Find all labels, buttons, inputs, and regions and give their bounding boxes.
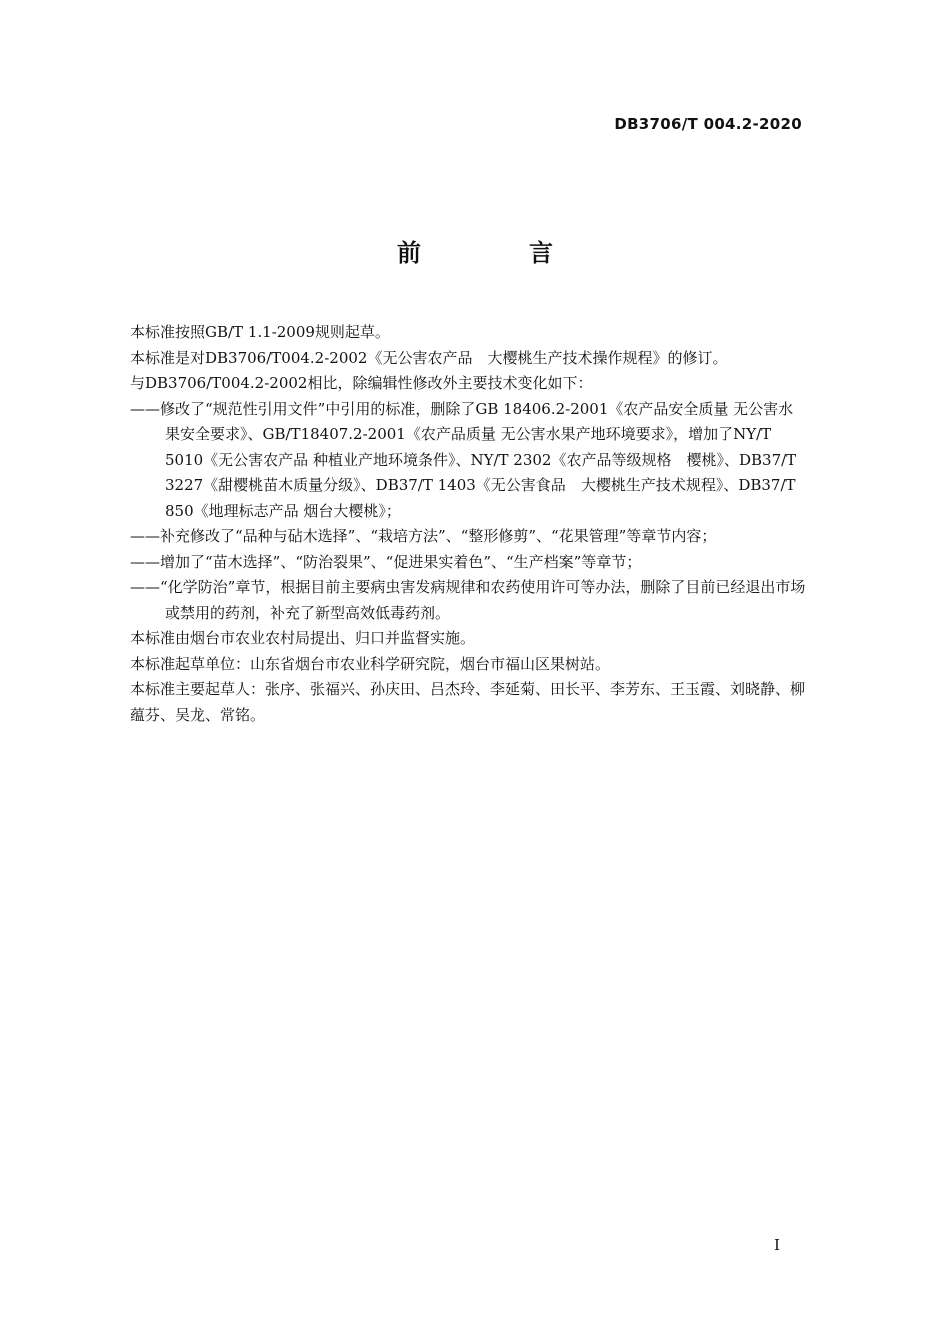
paragraph-revision: 本标准是对DB3706/T004.2-2002《无公害农产品 大樱桃生产技术操作规程》的修订。: [130, 348, 728, 367]
change-item-references: ——修改了“规范性引用文件”中引用的标准，删除了GB 18406.2-2001《农产品安全质量 无公害水果安全要求》、GB/T18407.2-2001《农产品质量 无公害水果产地环境要求》，增加了NY/T 5010《无公害农产品 种植业产地环境条件》、NY/T 2302《农产品等级规格 樱桃》、DB37/T 3227《甜樱桃苗木质量分级》、DB37/T 1403《无公害食品 大樱桃生产技术规程》、DB37/T 850《地理标志产品 烟台大樱桃》；: [130, 399, 797, 520]
change-item-sections-added: ——增加了“苗木选择”、“防治裂果”、“促进果实着色”、“生产档案”等章节；: [130, 552, 642, 571]
page-title: 前 言: [397, 239, 595, 267]
change-item-sections-revised: ——补充修改了“品种与砧木选择”、“栽培方法”、“整形修剪”、“花果管理”等章节内容；: [130, 527, 717, 545]
paragraph-drafting-units: 本标准起草单位：山东省烟台市农业科学研究院，烟台市福山区果树站。: [130, 654, 611, 673]
paragraph-drafters: 本标准主要起草人：张序、张福兴、孙庆田、吕杰玲、李延菊、田长平、李芳东、王玉霞、刘晓静、柳蕴芬、吴龙、常铭。: [130, 680, 806, 724]
change-item-chemical-control: ——“化学防治”章节，根据目前主要病虫害发病规律和农药使用许可等办法，删除了目前已经退出市场或禁用的药剂，补充了新型高效低毒药剂。: [130, 578, 806, 622]
foreword-body: [96, 320, 808, 728]
paragraph-drafting-rules: 本标准按照GB/T 1.1-2009规则起草。: [130, 323, 390, 341]
paragraph-changes-intro: 与DB3706/T004.2-2002相比，除编辑性修改外主要技术变化如下：: [130, 374, 593, 392]
paragraph-proposer: 本标准由烟台市农业农村局提出、归口并监督实施。: [130, 629, 476, 647]
page-number: I: [774, 1236, 780, 1254]
document-code: DB3706/T 004.2-2020: [614, 115, 802, 133]
